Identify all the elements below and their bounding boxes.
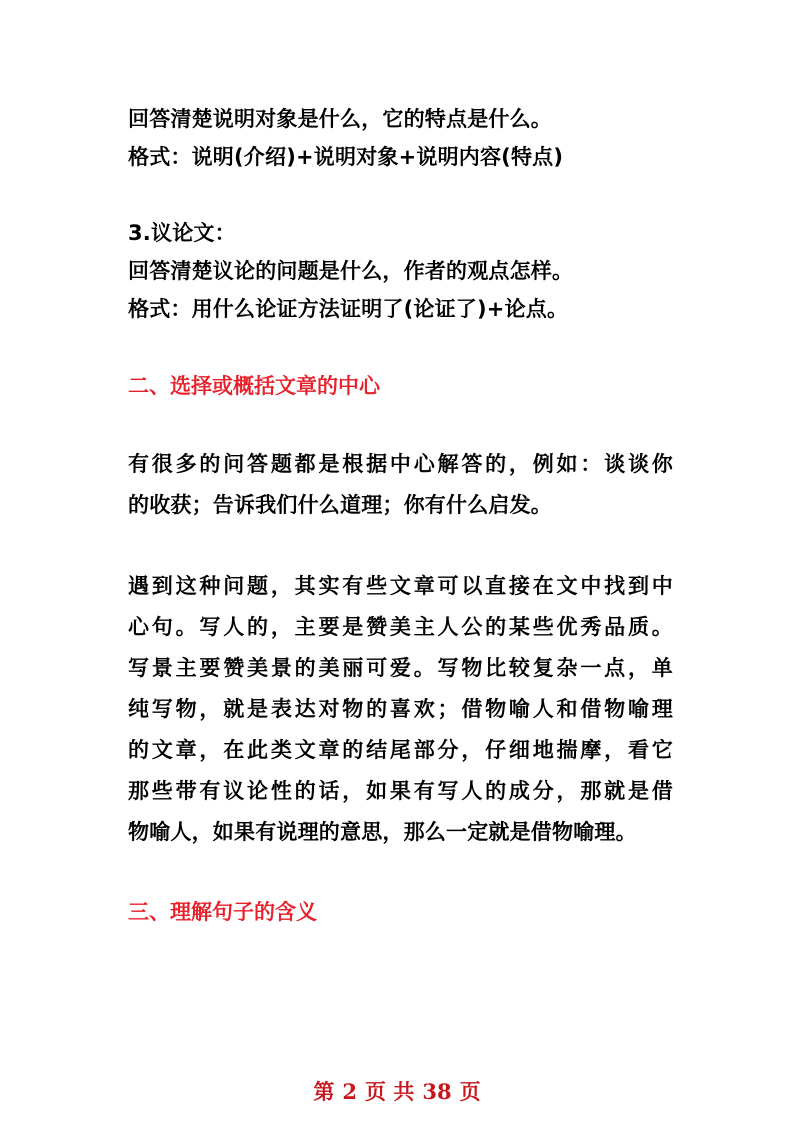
paragraph-line: 有很多的问答题都是根据中心解答的，例如：谈谈你 xyxy=(128,452,673,476)
argument-essay-title: 3.议论文： xyxy=(128,221,236,245)
paragraph-line: 写景主要赞美景的美丽可爱。写物比较复杂一点，单 xyxy=(128,656,673,680)
paragraph-line: 的收获；告诉我们什么道理；你有什么启发。 xyxy=(128,493,552,517)
paragraph-line: 心句。写人的，主要是赞美主人公的某些优秀品质。 xyxy=(128,615,673,639)
footer-middle: 页 共 xyxy=(365,1079,415,1104)
paragraph-line: 物喻人，如果有说理的意思，那么一定就是借物喻理。 xyxy=(128,820,637,844)
argument-answer-line: 回答清楚议论的问题是什么，作者的观点怎样。 xyxy=(128,259,574,283)
expository-format-line: 格式：说明(介绍)+说明对象+说明内容(特点) xyxy=(128,145,564,169)
page-content xyxy=(128,100,673,931)
paragraph-line: 的文章，在此类文章的结尾部分，仔细地揣摩，看它 xyxy=(128,738,673,762)
footer-total-pages: 38 xyxy=(422,1079,452,1104)
paragraph-center-questions xyxy=(128,444,673,526)
paragraph-line: 遇到这种问题，其实有些文章可以直接在文中找到中 xyxy=(128,574,673,598)
paragraph-line: 那些带有议论性的话，如果有写人的成分，那就是借 xyxy=(128,779,673,803)
footer-prefix: 第 xyxy=(313,1079,335,1104)
footer-current-page: 2 xyxy=(342,1079,358,1104)
section-heading-sentence-meaning: 三、理解句子的含义 xyxy=(128,900,317,924)
paragraph-finding-center xyxy=(128,566,673,853)
page-footer xyxy=(0,1076,794,1106)
paragraph-line: 纯写物，就是表达对物的喜欢；借物喻人和借物喻理 xyxy=(128,697,673,721)
argument-format-line: 格式：用什么论证方法证明了(论证了)+论点。 xyxy=(128,297,569,321)
section-heading-choose-center: 二、选择或概括文章的中心 xyxy=(128,374,380,398)
expository-answer-line: 回答清楚说明对象是什么，它的特点是什么。 xyxy=(128,107,552,131)
footer-suffix: 页 xyxy=(459,1079,481,1104)
